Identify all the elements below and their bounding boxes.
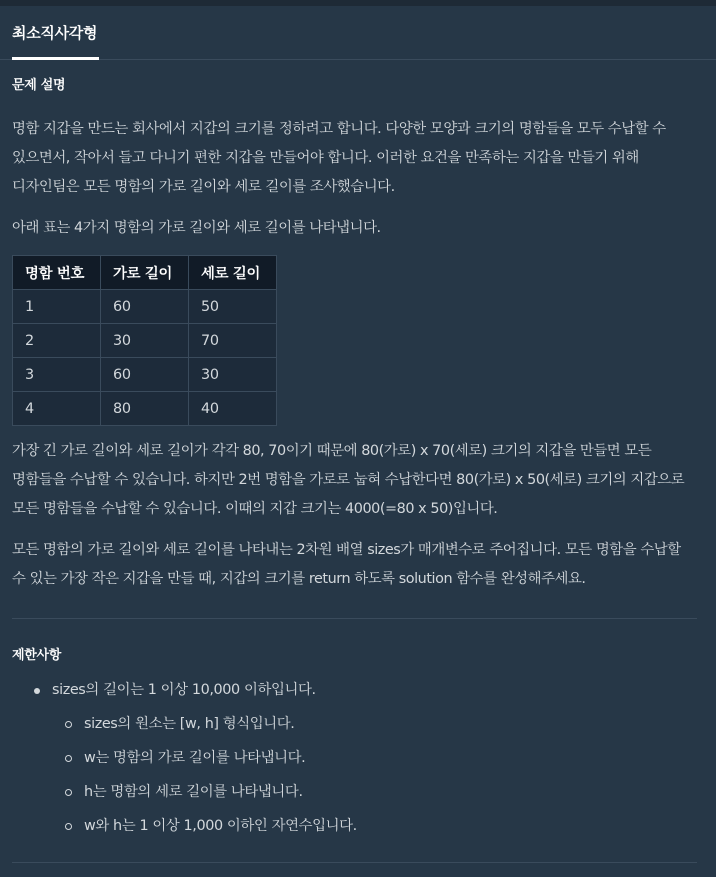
intro-paragraph: 명함 지갑을 만드는 회사에서 지갑의 크기를 정하려고 합니다. 다양한 모양과 크기의 명함들을 모두 수납할 수 있으면서, 작아서 들고 다니기 편한 지갑을 만들어야 합니다. 이러한 요건을 만족하는 지갑을 만들기 위해 디자인팀은 모든 명함의 가로 길이와 세로 길이를 조사했습니다. bbox=[12, 121, 666, 195]
table-cell: 60 bbox=[101, 290, 189, 324]
section-divider bbox=[12, 862, 697, 863]
sub-constraint-text: w와 h는 1 이상 1,000 이하인 자연수입니다. bbox=[84, 818, 357, 834]
constraints-list bbox=[12, 676, 697, 841]
bullet-disc-icon bbox=[34, 688, 40, 694]
table-cell: 60 bbox=[101, 358, 189, 392]
table-intro-paragraph: 아래 표는 4가지 명함의 가로 길이와 세로 길이를 나타냅니다. bbox=[12, 220, 381, 236]
table-cell: 3 bbox=[13, 358, 101, 392]
table-cell: 30 bbox=[101, 324, 189, 358]
task-paragraph: 모든 명함의 가로 길이와 세로 길이를 나타내는 2차원 배열 sizes가 매개변수로 주어집니다. 모든 명함을 수납할 수 있는 가장 작은 지갑을 만들 때, 지갑의 크기를 return 하도록 solution 함수를 완성해주세요. bbox=[12, 542, 681, 587]
table-header-cell: 가로 길이 bbox=[101, 256, 189, 290]
sub-constraint-text: w는 명함의 가로 길이를 나타냅니다. bbox=[84, 750, 306, 766]
tab-bar bbox=[0, 6, 716, 60]
table-cell: 4 bbox=[13, 392, 101, 426]
explanation-paragraph: 가장 긴 가로 길이와 세로 길이가 각각 80, 70이기 때문에 80(가로) x 70(세로) 크기의 지갑을 만들면 모든 명함들을 수납할 수 있습니다. 하지만 2번 명함을 가로로 눕혀 수납한다면 80(가로) x 50(세로) 크기의 지갑으로 모든 명함들을 수납할 수 있습니다. 이때의 지갑 크기는 4000(=80 x 50)입니다. bbox=[12, 443, 685, 517]
bullet-circle-icon bbox=[65, 721, 72, 728]
sub-constraints-list bbox=[52, 710, 697, 841]
constraint-text: sizes의 길이는 1 이상 10,000 이하입니다. bbox=[52, 682, 316, 698]
bullet-circle-icon bbox=[65, 755, 72, 762]
table-row bbox=[13, 392, 277, 426]
table-header-row bbox=[13, 256, 277, 290]
sub-constraint-text: sizes의 원소는 [w, h] 형식입니다. bbox=[84, 716, 295, 732]
tab-problem-title[interactable]: 최소직사각형 bbox=[12, 24, 98, 42]
bullet-circle-icon bbox=[65, 789, 72, 796]
description-heading: 문제 설명 bbox=[12, 78, 66, 93]
constraints-heading: 제한사항 bbox=[12, 648, 62, 663]
list-item bbox=[52, 778, 697, 807]
bullet-circle-icon bbox=[65, 823, 72, 830]
table-row bbox=[13, 324, 277, 358]
active-tab-indicator bbox=[12, 57, 99, 60]
table-cell: 1 bbox=[13, 290, 101, 324]
table-cell: 70 bbox=[189, 324, 277, 358]
table-row bbox=[13, 358, 277, 392]
sub-constraint-text: h는 명함의 세로 길이를 나타냅니다. bbox=[84, 784, 303, 800]
table-cell: 40 bbox=[189, 392, 277, 426]
list-item bbox=[52, 812, 697, 841]
table-cell: 30 bbox=[189, 358, 277, 392]
table-cell: 80 bbox=[101, 392, 189, 426]
list-item bbox=[52, 710, 697, 739]
problem-content bbox=[12, 74, 697, 846]
table-row bbox=[13, 290, 277, 324]
list-item bbox=[12, 676, 697, 841]
table-header-cell: 명함 번호 bbox=[13, 256, 101, 290]
table-header-cell: 세로 길이 bbox=[189, 256, 277, 290]
table-cell: 50 bbox=[189, 290, 277, 324]
table-cell: 2 bbox=[13, 324, 101, 358]
section-divider bbox=[12, 618, 697, 619]
list-item bbox=[52, 744, 697, 773]
card-size-table bbox=[12, 255, 277, 426]
